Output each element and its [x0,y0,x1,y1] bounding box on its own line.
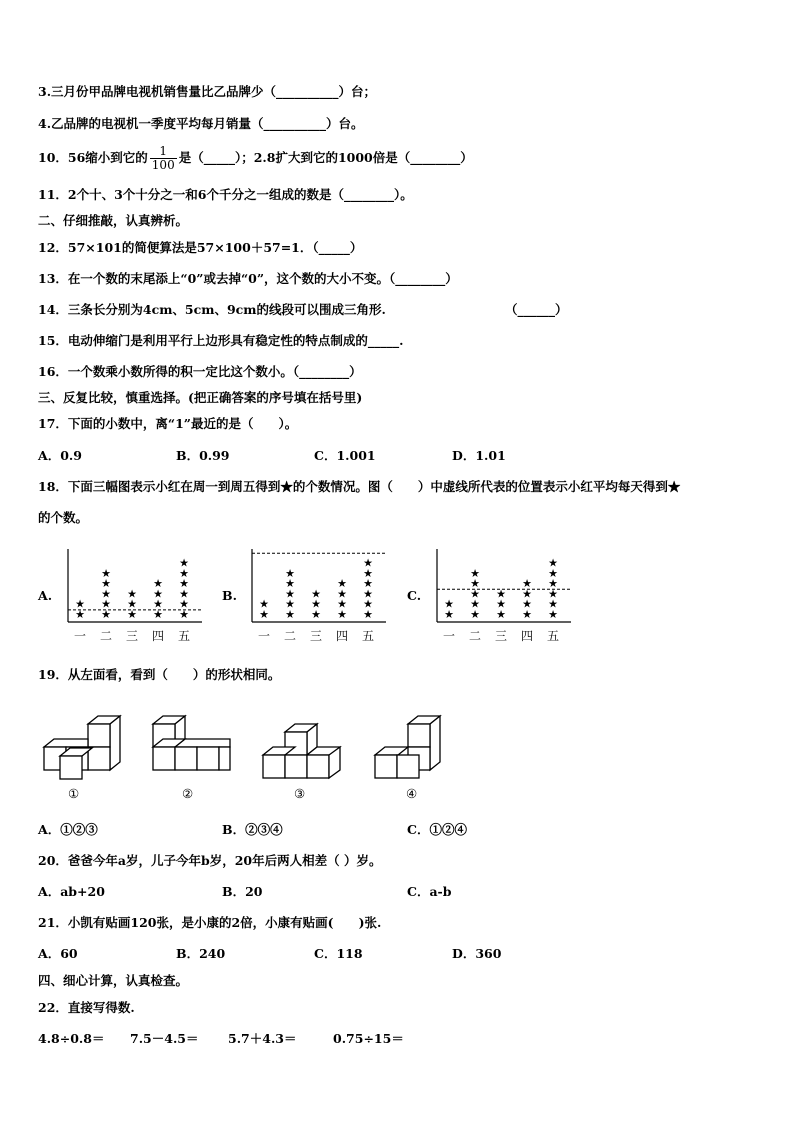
q20-option-b: B．20 [222,884,263,899]
star-icon: ★ [548,577,558,591]
q20-option-a: A．ab+20 [38,884,105,899]
day-label: 四 [151,629,165,643]
star-chart-a [60,545,210,645]
question-13: 13．在一个数的末尾添上“0”或去掉“0”，这个数的大小不变。（________） [38,271,458,286]
cube-figure-2 [150,712,240,787]
star-icon: ★ [285,587,295,601]
star-icon: ★ [470,587,480,601]
star-icon: ★ [444,608,454,621]
star-icon: ★ [337,597,347,611]
question-15: 15．电动伸缩门是利用平行上边形具有稳定性的特点制成的_____. [38,333,404,348]
star-icon: ★ [179,566,189,580]
star-icon: ★ [548,556,558,570]
calc-item-2: 7.5－4.5＝ [130,1031,199,1046]
star-icon: ★ [363,587,373,601]
star-icon: ★ [179,587,189,601]
q21-option-c: C．118 [314,946,363,961]
question-10-text-b: 是（_____）；2.8扩大到它的1000倍是（________） [178,150,473,165]
star-icon: ★ [101,608,111,621]
star-icon: ★ [101,577,111,591]
day-label: 五 [546,629,560,643]
day-label: 三 [309,629,323,643]
star-icon: ★ [285,566,295,580]
star-icon: ★ [496,587,506,601]
question-18-line-1: 18．下面三幅图表示小红在周一到周五得到★的个数情况。图（ ）中虚线所代表的位置表示小红平均每天得到★ [38,479,681,494]
day-label: 五 [361,629,375,643]
q17-option-d: D．1.01 [452,448,506,463]
star-icon: ★ [548,608,558,621]
star-icon: ★ [153,597,163,611]
cube-figure-4 [372,712,462,787]
star-icon: ★ [522,608,532,621]
question-12: 12．57×101的简便算法是57×100＋57=1．（_____） [38,240,363,255]
q17-option-b: B．0.99 [176,448,230,463]
question-18-line-2: 的个数。 [38,510,89,525]
calc-item-4: 0.75÷15＝ [333,1031,404,1046]
section-2-heading: 二、仔细推敲，认真辨析。 [38,213,189,228]
cube-label-3: ③ [294,786,306,801]
day-label: 二 [283,629,297,643]
question-10 [38,141,473,175]
question-22: 22．直接写得数. [38,1000,135,1015]
star-icon: ★ [548,597,558,611]
q19-option-b: B．②③④ [222,822,283,837]
star-icon: ★ [337,608,347,621]
q21-option-d: D．360 [452,946,502,961]
figure-b-label: B. [222,588,237,603]
cube-figure-3 [260,712,350,787]
star-icon: ★ [179,556,189,570]
star-icon: ★ [75,597,85,611]
star-icon: ★ [522,587,532,601]
star-icon: ★ [470,608,480,621]
star-icon: ★ [444,597,454,611]
star-icon: ★ [522,597,532,611]
star-icon: ★ [127,597,137,611]
q21-option-b: B．240 [176,946,226,961]
question-19: 19．从左面看，看到（ ）的形状相同。 [38,667,281,682]
star-icon: ★ [179,577,189,591]
day-label: 四 [335,629,349,643]
star-icon: ★ [470,577,480,591]
question-20: 20．爸爸今年a岁，儿子今年b岁，20年后两人相差（ ）岁。 [38,853,382,868]
star-icon: ★ [363,577,373,591]
star-icon: ★ [127,608,137,621]
question-14-blank: （______） [505,302,568,317]
star-icon: ★ [548,587,558,601]
calc-item-3: 5.7＋4.3＝ [228,1031,297,1046]
star-icon: ★ [363,597,373,611]
star-icon: ★ [101,566,111,580]
fraction [150,145,177,172]
fraction-numerator: 1 [150,145,177,159]
star-chart-b [244,545,394,645]
question-10-text-a: 10．56缩小到它的 [38,150,148,165]
star-icon: ★ [285,597,295,611]
star-icon: ★ [179,608,189,621]
star-icon: ★ [496,608,506,621]
day-label: 二 [99,629,113,643]
star-icon: ★ [470,566,480,580]
section-3-heading: 三、反复比较，慎重选择。(把正确答案的序号填在括号里) [38,390,363,405]
day-label: 一 [73,629,87,643]
star-icon: ★ [101,587,111,601]
day-label: 一 [442,629,456,643]
fraction-denominator: 100 [151,158,175,172]
star-icon: ★ [153,577,163,591]
q21-option-a: A．60 [38,946,78,961]
cube-label-2: ② [182,786,194,801]
star-icon: ★ [548,566,558,580]
figure-a-label: A. [38,588,53,603]
star-icon: ★ [311,597,321,611]
question-21: 21．小凯有贴画120张，是小康的2倍，小康有贴画( )张. [38,915,382,930]
q17-option-a: A．0.9 [38,448,82,463]
cube-figure-1 [40,712,130,787]
day-label: 二 [468,629,482,643]
question-14: 14．三条长分别为4cm、5cm、9cm的线段可以围成三角形. [38,302,386,317]
question-16: 16．一个数乘小数所得的积一定比这个数小。（________） [38,364,362,379]
question-17: 17．下面的小数中，离“1”最近的是（ ）。 [38,416,298,431]
section-4-heading: 四、细心计算，认真检查。 [38,973,189,988]
day-label: 一 [257,629,271,643]
question-3-line: 3.三月份甲品牌电视机销售量比乙品牌少（__________）台； [38,84,377,99]
star-icon: ★ [470,597,480,611]
star-icon: ★ [363,556,373,570]
q19-option-c: C．①②④ [407,822,467,837]
day-label: 三 [125,629,139,643]
star-icon: ★ [285,608,295,621]
star-icon: ★ [337,587,347,601]
star-icon: ★ [259,608,269,621]
star-icon: ★ [75,608,85,621]
day-label: 五 [177,629,191,643]
star-icon: ★ [363,608,373,621]
day-label: 三 [494,629,508,643]
calc-item-1: 4.8÷0.8＝ [38,1031,105,1046]
star-icon: ★ [259,597,269,611]
q20-option-c: C．a-b [407,884,452,899]
q19-option-a: A．①②③ [38,822,98,837]
cube-label-4: ④ [406,786,418,801]
star-icon: ★ [311,608,321,621]
star-icon: ★ [127,587,137,601]
star-icon: ★ [363,566,373,580]
q17-option-c: C．1.001 [314,448,376,463]
star-icon: ★ [337,577,347,591]
star-icon: ★ [179,597,189,611]
star-icon: ★ [285,577,295,591]
star-icon: ★ [153,587,163,601]
star-icon: ★ [311,587,321,601]
day-label: 四 [520,629,534,643]
question-11: 11．2个十、3个十分之一和6个千分之一组成的数是（________）。 [38,187,413,202]
star-icon: ★ [153,608,163,621]
star-icon: ★ [101,597,111,611]
figure-c-label: C. [407,588,422,603]
star-icon: ★ [496,597,506,611]
star-icon: ★ [522,577,532,591]
star-chart-c [429,545,579,645]
question-4-line: 4.乙品牌的电视机一季度平均每月销量（__________）台。 [38,116,364,131]
cube-label-1: ① [68,786,80,801]
